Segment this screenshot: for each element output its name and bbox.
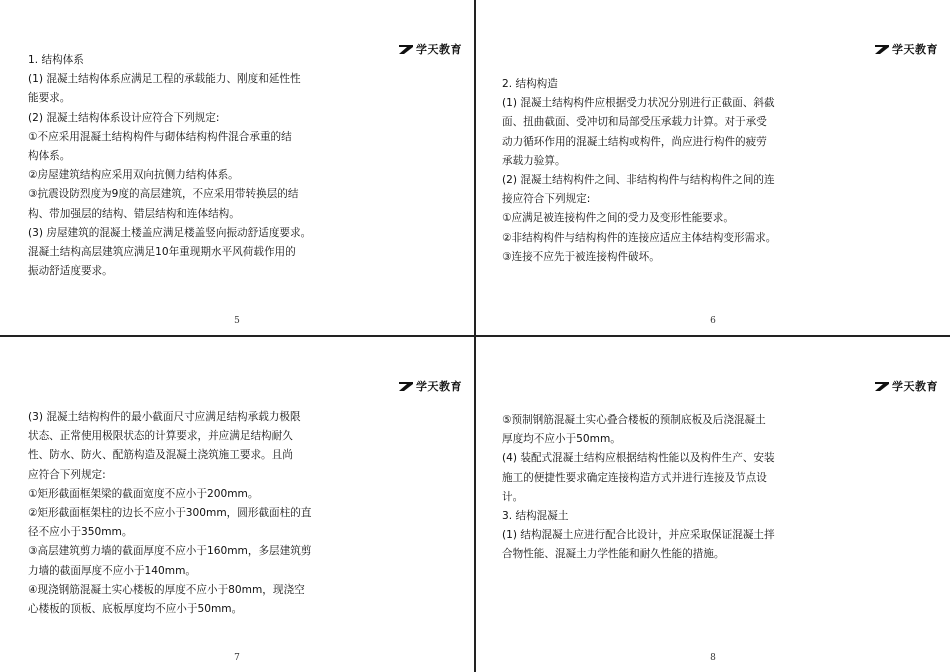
text-line: 构、带加强层的结构、错层结构和连体结构。 — [28, 207, 240, 220]
text-line: ③连接不应先于被连接构件破坏。 — [502, 250, 660, 263]
text-line: 合物性能、混凝土力学性能和耐久性能的措施。 — [502, 548, 725, 561]
text-line: (2) 混凝土结构体系设计应符合下列规定: — [28, 111, 220, 124]
page-number: 6 — [710, 316, 716, 326]
brand-logo-icon — [399, 382, 413, 391]
page-8 — [476, 337, 950, 672]
page-body — [502, 75, 812, 267]
text-line: ①不应采用混凝土结构构件与砌体结构构件混合承重的结 — [28, 130, 292, 143]
text-line: 施工的便捷性要求确定连接构造方式并进行连接及节点设 — [502, 471, 767, 484]
page-number: 7 — [234, 653, 240, 663]
text-line: ②房屋建筑结构应采用双向抗侧力结构体系。 — [28, 169, 239, 182]
text-line: ③高层建筑剪力墙的截面厚度不应小于160mm，多层建筑剪 — [28, 545, 312, 558]
page-5 — [0, 0, 474, 335]
text-line: ②非结构构件与结构构件的连接应适应主体结构变形需求。 — [502, 231, 777, 244]
page-number: 8 — [710, 653, 716, 663]
text-line: 构体系。 — [28, 150, 71, 163]
text-line: 厚度均不应小于50mm。 — [502, 433, 621, 446]
text-line: ②矩形截面框架柱的边长不应小于300mm，圆形截面柱的直 — [28, 507, 312, 520]
text-line: (1) 混凝土结构体系应满足工程的承载能力、刚度和延性性 — [28, 73, 301, 86]
text-line: ①应满足被连接构件之间的受力及变形性能要求。 — [502, 212, 734, 225]
text-line: (3) 房屋建筑的混凝土楼盖应满足楼盖竖向振动舒适度要求。 — [28, 226, 312, 239]
text-line: 振动舒适度要求。 — [28, 265, 113, 278]
brand-logo — [875, 41, 938, 57]
text-line: ⑤预制钢筋混凝土实心叠合楼板的预制底板及后浇混凝土 — [502, 414, 766, 426]
brand-logo-text: 学天教育 — [892, 380, 938, 393]
brand-logo-text: 学天教育 — [416, 380, 462, 393]
text-line: 动力循环作用的混凝土结构或构件，尚应进行构件的疲劳 — [502, 135, 767, 148]
text-line: (1) 混凝土结构构件应根据受力状况分别进行正截面、斜截 — [502, 97, 775, 110]
text-line: ①矩形截面框架梁的截面宽度不应小于200mm。 — [28, 487, 259, 500]
brand-logo-icon — [399, 45, 413, 54]
page-6 — [476, 0, 950, 335]
text-line: 状态、正常使用极限状态的计算要求，并应满足结构耐久 — [28, 430, 293, 443]
page-number: 5 — [234, 316, 240, 326]
brand-logo-text: 学天教育 — [416, 43, 462, 56]
brand-logo-text: 学天教育 — [892, 43, 938, 56]
text-line: (4) 装配式混凝土结构应根据结构性能以及构件生产、安装 — [502, 452, 775, 465]
text-line: 3. 结构混凝土 — [502, 510, 569, 523]
brand-logo-icon — [875, 45, 889, 54]
text-line: 混凝土结构高层建筑应满足10年重现期水平风荷载作用的 — [28, 246, 296, 259]
text-line: 能要求。 — [28, 92, 71, 105]
page-body — [28, 51, 338, 281]
text-line: 面、扭曲截面、受冲切和局部受压承载力计算。对于承受 — [502, 116, 767, 129]
text-line: 计。 — [502, 490, 524, 503]
text-line: 径不应小于350mm。 — [28, 526, 133, 539]
text-line: 力墙的截面厚度不应小于140mm。 — [28, 564, 196, 577]
text-line: (2) 混凝土结构构件之间、非结构构件与结构构件之间的连 — [502, 174, 775, 187]
text-line: 1. 结构体系 — [28, 54, 84, 66]
text-line: 心楼板的顶板、底板厚度均不应小于50mm。 — [28, 603, 243, 616]
brand-logo-icon — [875, 382, 889, 391]
horizontal-divider — [0, 335, 950, 337]
text-line: ③抗震设防烈度为9度的高层建筑，不应采用带转换层的结 — [28, 188, 299, 201]
text-line: ④现浇钢筋混凝土实心楼板的厚度不应小于80mm，现浇空 — [28, 583, 305, 596]
text-line: (3) 混凝土结构构件的最小截面尺寸应满足结构承载力极限 — [28, 411, 301, 423]
brand-logo — [875, 378, 938, 394]
text-line: 接应符合下列规定: — [502, 193, 591, 206]
page-7 — [0, 337, 474, 672]
text-line: (1) 结构混凝土应进行配合比设计，并应采取保证混凝土拌 — [502, 529, 775, 542]
text-line: 承载力验算。 — [502, 154, 566, 167]
page-body — [28, 408, 338, 619]
brand-logo — [399, 41, 462, 57]
page-body — [502, 411, 812, 565]
text-line: 性、防水、防火、配筋构造及混凝土浇筑施工要求。且尚 — [28, 449, 293, 462]
brand-logo — [399, 378, 462, 394]
text-line: 2. 结构构造 — [502, 78, 558, 90]
text-line: 应符合下列规定: — [28, 468, 106, 481]
